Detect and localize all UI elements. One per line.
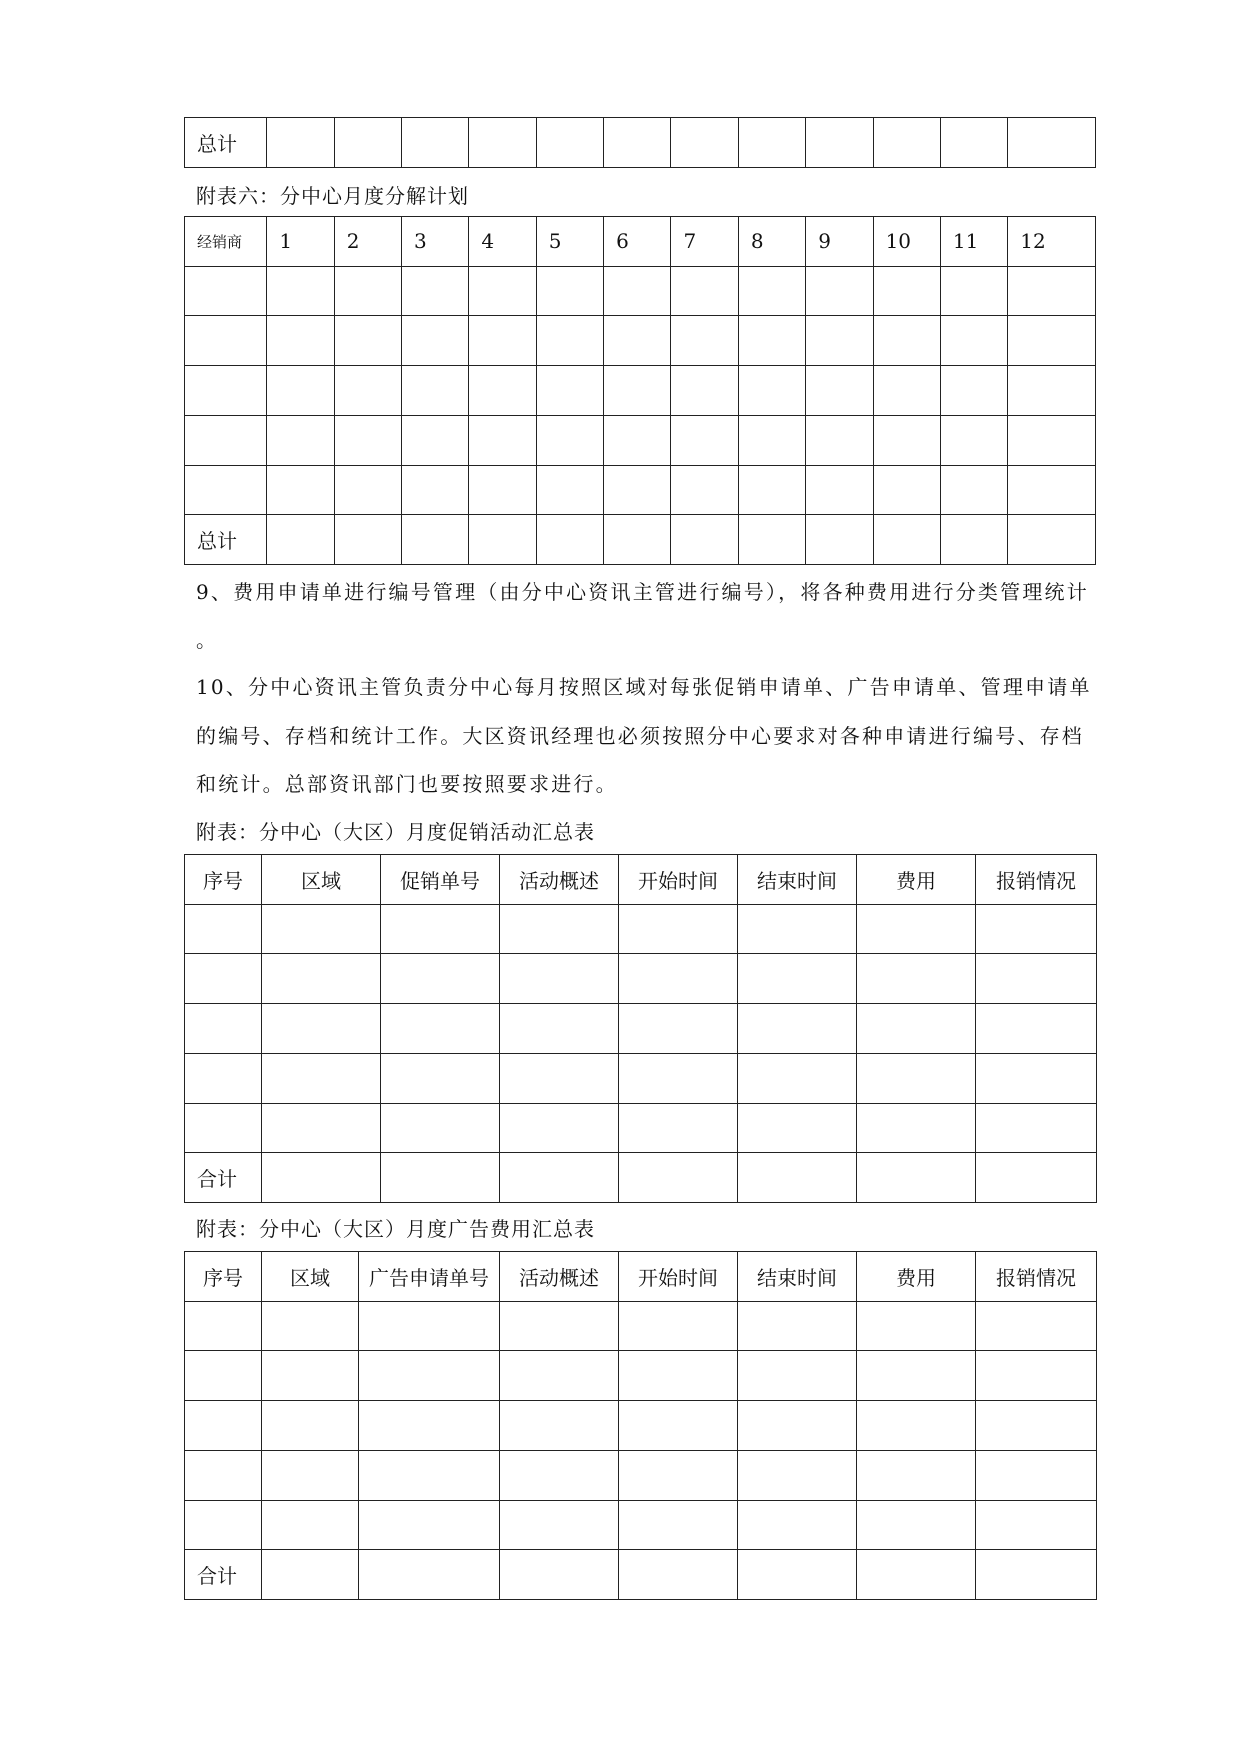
- table-row: [185, 415, 1096, 465]
- table-cell[interactable]: [1008, 366, 1096, 416]
- table-cell[interactable]: [185, 1301, 262, 1351]
- table-cell[interactable]: [604, 515, 671, 565]
- table-row: [185, 1450, 1097, 1500]
- table-cell[interactable]: [604, 366, 671, 416]
- table-row: [185, 1103, 1097, 1153]
- table-cell[interactable]: [262, 1351, 359, 1401]
- table-cell[interactable]: [469, 316, 536, 366]
- top-total-table: [184, 117, 1096, 168]
- table-cell[interactable]: [619, 1004, 738, 1054]
- table-cell[interactable]: [604, 465, 671, 515]
- table-cell[interactable]: [500, 1450, 619, 1500]
- table-cell[interactable]: [185, 1103, 262, 1153]
- table-cell[interactable]: [185, 316, 267, 366]
- sum-label: 合计: [185, 1153, 262, 1203]
- table-cell[interactable]: [738, 1500, 857, 1550]
- table-cell[interactable]: [738, 415, 805, 465]
- table-cell[interactable]: [185, 366, 267, 416]
- table-cell[interactable]: [1008, 316, 1096, 366]
- table-cell[interactable]: [500, 1401, 619, 1451]
- total-row: [185, 1153, 1097, 1203]
- table6-caption: 附表六：分中心月度分解计划: [196, 184, 469, 208]
- header-cell: 活动概述: [500, 1252, 619, 1302]
- table-cell[interactable]: [738, 1301, 857, 1351]
- table-cell[interactable]: [671, 266, 738, 316]
- table-cell[interactable]: [262, 1500, 359, 1550]
- header-cell: 8: [738, 217, 805, 267]
- table-cell[interactable]: [619, 954, 738, 1004]
- table-cell[interactable]: [334, 515, 401, 565]
- table-cell[interactable]: [185, 465, 267, 515]
- table-cell[interactable]: [857, 1401, 976, 1451]
- table-cell[interactable]: [671, 415, 738, 465]
- table-cell[interactable]: [976, 1351, 1097, 1401]
- table-cell[interactable]: [738, 1550, 857, 1600]
- table-cell[interactable]: [857, 1153, 976, 1203]
- table-cell[interactable]: [619, 1301, 738, 1351]
- header-cell: 9: [806, 217, 873, 267]
- table-cell[interactable]: [940, 415, 1007, 465]
- table-cell[interactable]: [359, 1500, 500, 1550]
- table-cell[interactable]: [402, 415, 469, 465]
- table-cell[interactable]: [738, 465, 805, 515]
- table-row: [185, 1401, 1097, 1451]
- table-cell[interactable]: [619, 1053, 738, 1103]
- table-cell[interactable]: [334, 266, 401, 316]
- table-cell[interactable]: [536, 415, 603, 465]
- table-cell[interactable]: [738, 1153, 857, 1203]
- table-cell[interactable]: [857, 1004, 976, 1054]
- table-cell[interactable]: [873, 415, 940, 465]
- ad-expense-summary-table: [184, 1251, 1097, 1600]
- table-cell[interactable]: [738, 266, 805, 316]
- table-row: [185, 1500, 1097, 1550]
- paragraph-10-line-1: 10、分中心资讯主管负责分中心每月按照区域对每张促销申请单、广告申请单、管理申请单: [196, 675, 1092, 699]
- table-cell[interactable]: [1008, 465, 1096, 515]
- header-cell: 费用: [857, 855, 976, 905]
- header-cell: 区域: [262, 1252, 359, 1302]
- table-cell[interactable]: [619, 1401, 738, 1451]
- table-cell[interactable]: [619, 1103, 738, 1153]
- table-cell[interactable]: [185, 1004, 262, 1054]
- table-cell[interactable]: [604, 316, 671, 366]
- table-cell[interactable]: [604, 415, 671, 465]
- table-cell[interactable]: [500, 1301, 619, 1351]
- table-cell[interactable]: [857, 904, 976, 954]
- header-cell: 4: [469, 217, 536, 267]
- table-cell[interactable]: [806, 266, 873, 316]
- table-cell[interactable]: [806, 316, 873, 366]
- table-cell[interactable]: [402, 316, 469, 366]
- table-cell[interactable]: [381, 1053, 500, 1103]
- table-cell[interactable]: [738, 1450, 857, 1500]
- header-cell: 报销情况: [976, 855, 1097, 905]
- table-cell[interactable]: [469, 515, 536, 565]
- table-cell[interactable]: [857, 1351, 976, 1401]
- table-cell[interactable]: [976, 1103, 1097, 1153]
- table-cell[interactable]: [806, 515, 873, 565]
- table-cell[interactable]: [619, 1153, 738, 1203]
- header-cell: 结束时间: [738, 855, 857, 905]
- table-cell[interactable]: [671, 366, 738, 416]
- table-cell[interactable]: [402, 266, 469, 316]
- header-cell: 6: [604, 217, 671, 267]
- table-cell[interactable]: [359, 1401, 500, 1451]
- table-cell[interactable]: [185, 266, 267, 316]
- table-cell[interactable]: [976, 1053, 1097, 1103]
- header-cell: 区域: [262, 855, 381, 905]
- ad-table-caption: 附表：分中心（大区）月度广告费用汇总表: [196, 1217, 595, 1241]
- table-cell[interactable]: [469, 465, 536, 515]
- table-cell[interactable]: [976, 904, 1097, 954]
- table-cell[interactable]: [976, 954, 1097, 1004]
- table-cell[interactable]: [976, 1401, 1097, 1451]
- header-cell: 1: [267, 217, 334, 267]
- table-row: [185, 904, 1097, 954]
- table-cell[interactable]: [262, 1053, 381, 1103]
- table-cell[interactable]: [1008, 266, 1096, 316]
- table-cell[interactable]: [857, 1103, 976, 1153]
- table-cell[interactable]: [738, 1401, 857, 1451]
- table-cell[interactable]: [262, 1301, 359, 1351]
- table-cell[interactable]: [185, 1450, 262, 1500]
- table-cell[interactable]: [604, 266, 671, 316]
- table-cell[interactable]: [738, 954, 857, 1004]
- table-cell[interactable]: [738, 1351, 857, 1401]
- paragraph-9-line-2: 。: [196, 628, 219, 652]
- table-cell[interactable]: [940, 266, 1007, 316]
- table-row: [185, 316, 1096, 366]
- table-cell[interactable]: [738, 316, 805, 366]
- table-cell[interactable]: [671, 465, 738, 515]
- header-cell: 报销情况: [976, 1252, 1097, 1302]
- header-cell: 序号: [185, 855, 262, 905]
- table-cell[interactable]: [262, 1153, 381, 1203]
- table-cell[interactable]: [500, 1053, 619, 1103]
- table-cell[interactable]: [469, 415, 536, 465]
- header-row: [185, 217, 1096, 267]
- monthly-breakdown-table: [184, 216, 1096, 565]
- table-cell[interactable]: [267, 266, 334, 316]
- header-row: [185, 855, 1097, 905]
- table-cell[interactable]: [806, 415, 873, 465]
- header-cell: 7: [671, 217, 738, 267]
- table-cell[interactable]: [381, 1004, 500, 1054]
- table-cell[interactable]: [185, 1401, 262, 1451]
- table-row: [185, 954, 1097, 1004]
- table-cell[interactable]: [671, 316, 738, 366]
- table-row: [185, 266, 1096, 316]
- promo-table-caption: 附表：分中心（大区）月度促销活动汇总表: [196, 820, 595, 844]
- table-cell[interactable]: [267, 465, 334, 515]
- table-cell[interactable]: [500, 1153, 619, 1203]
- header-cell: 费用: [857, 1252, 976, 1302]
- table-cell[interactable]: [185, 415, 267, 465]
- table-cell[interactable]: [940, 316, 1007, 366]
- table-cell[interactable]: [469, 266, 536, 316]
- table-cell[interactable]: [873, 316, 940, 366]
- table-cell[interactable]: [536, 366, 603, 416]
- table-cell[interactable]: [359, 1450, 500, 1500]
- header-cell: 开始时间: [619, 1252, 738, 1302]
- table-cell[interactable]: [262, 1450, 359, 1500]
- sum-label: 合计: [185, 1550, 262, 1600]
- table-cell[interactable]: [185, 1500, 262, 1550]
- table-cell[interactable]: [857, 1550, 976, 1600]
- table-cell[interactable]: [359, 1351, 500, 1401]
- header-cell: 5: [536, 217, 603, 267]
- table-cell[interactable]: [671, 515, 738, 565]
- header-cell: 广告申请单号: [359, 1252, 500, 1302]
- table-cell[interactable]: [500, 1351, 619, 1401]
- table-cell[interactable]: [940, 366, 1007, 416]
- table-cell[interactable]: [738, 515, 805, 565]
- table-cell[interactable]: [536, 515, 603, 565]
- table-cell[interactable]: [1008, 515, 1096, 565]
- header-row: [185, 1252, 1097, 1302]
- table-cell[interactable]: [381, 1103, 500, 1153]
- total-row: [185, 1550, 1097, 1600]
- table-cell[interactable]: [334, 316, 401, 366]
- table-cell[interactable]: [536, 266, 603, 316]
- table-cell[interactable]: [381, 904, 500, 954]
- table-cell[interactable]: [857, 954, 976, 1004]
- table-cell[interactable]: [738, 366, 805, 416]
- table-cell[interactable]: [619, 1450, 738, 1500]
- header-cell: 11: [940, 217, 1007, 267]
- table-row: [185, 1301, 1097, 1351]
- table-cell[interactable]: [334, 415, 401, 465]
- table-cell[interactable]: [1008, 415, 1096, 465]
- table-cell[interactable]: [738, 1004, 857, 1054]
- table-cell[interactable]: [738, 904, 857, 954]
- table-cell[interactable]: [857, 1301, 976, 1351]
- table-cell[interactable]: [500, 1550, 619, 1600]
- table-cell[interactable]: [940, 515, 1007, 565]
- table-cell[interactable]: [873, 465, 940, 515]
- table-cell[interactable]: [402, 515, 469, 565]
- table-cell[interactable]: [940, 465, 1007, 515]
- table-cell[interactable]: [469, 366, 536, 416]
- table-cell[interactable]: [806, 366, 873, 416]
- table-cell[interactable]: [738, 1103, 857, 1153]
- promotion-summary-table: [184, 854, 1097, 1203]
- table-cell[interactable]: [536, 465, 603, 515]
- table-cell[interactable]: [500, 954, 619, 1004]
- table-cell[interactable]: [402, 366, 469, 416]
- header-cell: 3: [402, 217, 469, 267]
- table-cell[interactable]: [267, 316, 334, 366]
- table-cell[interactable]: [185, 904, 262, 954]
- table-cell[interactable]: [500, 904, 619, 954]
- table-cell[interactable]: [334, 366, 401, 416]
- table-cell[interactable]: [873, 266, 940, 316]
- table-cell[interactable]: [262, 1401, 359, 1451]
- table-cell[interactable]: [359, 1550, 500, 1600]
- table-cell[interactable]: [857, 1500, 976, 1550]
- header-cell: 12: [1008, 217, 1096, 267]
- header-cell: 结束时间: [738, 1252, 857, 1302]
- table-cell[interactable]: [267, 515, 334, 565]
- table-cell[interactable]: [262, 1550, 359, 1600]
- table-row: [185, 1351, 1097, 1401]
- table-cell[interactable]: [619, 1500, 738, 1550]
- paragraph-10-line-3: 和统计。总部资讯部门也要按照要求进行。: [196, 772, 618, 796]
- table-cell[interactable]: [976, 1500, 1097, 1550]
- header-cell: 活动概述: [500, 855, 619, 905]
- table-cell[interactable]: [500, 1103, 619, 1153]
- table-cell[interactable]: [806, 465, 873, 515]
- table-cell[interactable]: [619, 1351, 738, 1401]
- table-cell[interactable]: [262, 1004, 381, 1054]
- table-cell[interactable]: [185, 1351, 262, 1401]
- table-cell[interactable]: [976, 1004, 1097, 1054]
- paragraph-10-line-2: 的编号、存档和统计工作。大区资讯经理也必须按照分中心要求对各种申请进行编号、存档: [196, 724, 1084, 748]
- header-cell: 促销单号: [381, 855, 500, 905]
- table-cell[interactable]: [185, 954, 262, 1004]
- header-cell: 10: [873, 217, 940, 267]
- table-cell[interactable]: [976, 1550, 1097, 1600]
- total-row: [185, 515, 1096, 565]
- table-cell[interactable]: [381, 954, 500, 1004]
- table-cell[interactable]: [738, 1053, 857, 1103]
- table-cell[interactable]: [873, 515, 940, 565]
- table-cell[interactable]: [262, 954, 381, 1004]
- table-cell[interactable]: [500, 1004, 619, 1054]
- table-cell[interactable]: [857, 1450, 976, 1500]
- table-cell[interactable]: [359, 1301, 500, 1351]
- header-cell: 2: [334, 217, 401, 267]
- paragraph-9-line-1: 9、费用申请单进行编号管理（由分中心资讯主管进行编号），将各种费用进行分类管理统计: [196, 580, 1089, 604]
- table-cell[interactable]: [267, 366, 334, 416]
- table-cell[interactable]: [857, 1053, 976, 1103]
- table-cell[interactable]: [334, 465, 401, 515]
- table-row: [185, 465, 1096, 515]
- table-row: [185, 1053, 1097, 1103]
- table-cell[interactable]: [381, 1153, 500, 1203]
- table-row: [185, 366, 1096, 416]
- table-cell[interactable]: [619, 904, 738, 954]
- table-cell[interactable]: [500, 1500, 619, 1550]
- table-cell[interactable]: [976, 1301, 1097, 1351]
- table-cell[interactable]: [262, 1103, 381, 1153]
- header-cell: 开始时间: [619, 855, 738, 905]
- table-cell[interactable]: [402, 465, 469, 515]
- header-cell: 经销商: [185, 217, 267, 267]
- table-cell[interactable]: [873, 366, 940, 416]
- table-cell[interactable]: [267, 415, 334, 465]
- table-cell[interactable]: [185, 1053, 262, 1103]
- table-cell[interactable]: [619, 1550, 738, 1600]
- total-label: 总计: [185, 118, 267, 168]
- table-cell[interactable]: [262, 904, 381, 954]
- table-cell[interactable]: [536, 316, 603, 366]
- header-cell: 序号: [185, 1252, 262, 1302]
- total-label: 总计: [185, 515, 267, 565]
- table-cell[interactable]: [976, 1450, 1097, 1500]
- table-row: [185, 1004, 1097, 1054]
- table-cell[interactable]: [976, 1153, 1097, 1203]
